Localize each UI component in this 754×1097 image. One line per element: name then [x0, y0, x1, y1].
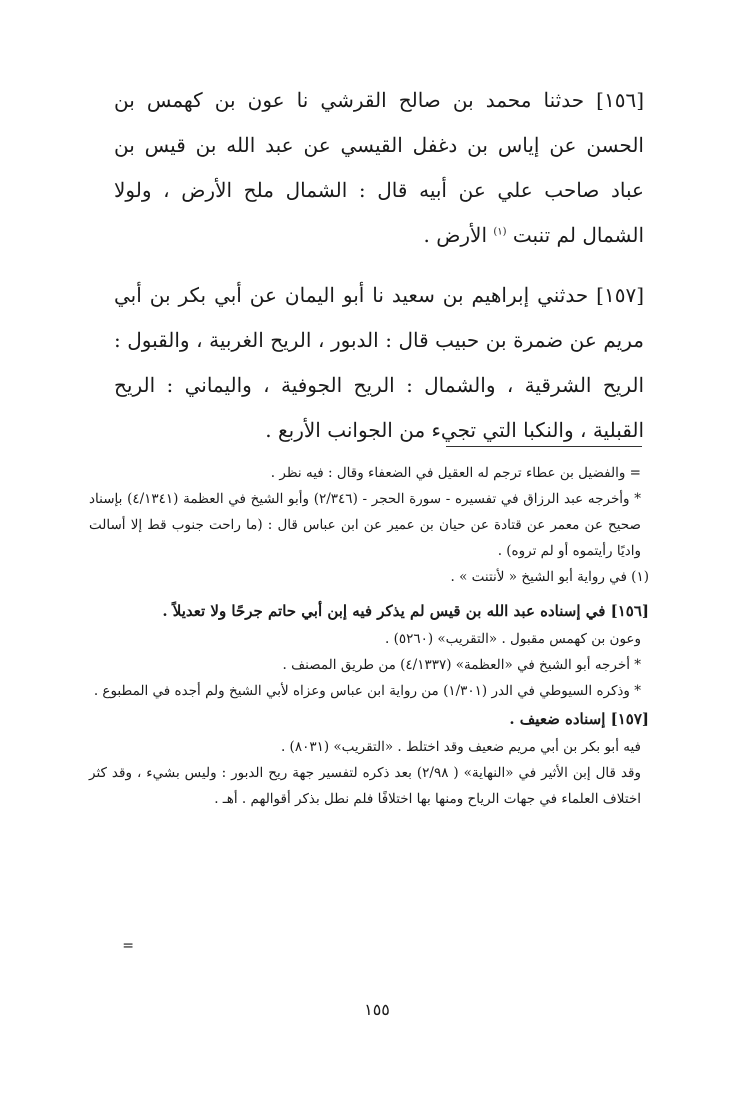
hadith-156-text: [١٥٦] حدثنا محمد بن صالح القرشي نا عون بن كهمس بن الحسن عن إياس بن دغفل القيسي عن عبد الله بن قيس بن عباد صاحب علي عن أبيه قال : الشمال ملح الأرض ، ولولا الشمال لم تنبت: [114, 88, 644, 247]
note-157-heading: [١٥٧] إسناده ضعيف .: [509, 710, 649, 728]
note-157-line: فيه أبو بكر بن أبي مريم ضعيف وقد اختلط . «التقريب» (٨٠٣١) .: [280, 739, 641, 755]
note-156-line: * وذكره السيوطي في الدر (١/٣٠١) من رواية ابن عباس وعزاه لأبي الشيخ ولم أجده في المطبوع .: [93, 683, 641, 699]
note-157-line: وقد قال إبن الأثير في «النهاية» ( ٢/٩٨) بعد ذكره لتفسير جهة ريح الدبور : وليس بشيء ، وقد كثر اختلاف العلماء في جهات الرياح ومنها بها اختلافًا فلم نطل بذكر أقوالهم . أهـ .: [89, 765, 642, 807]
page-number: ١٥٥: [364, 1000, 390, 1019]
note-156-heading: [١٥٦] في إسناده عبد الله بن قيس لم يذكر فيه إبن أبي حاتم جرحًا ولا تعديلاً .: [162, 602, 649, 620]
continuation-mark: =: [122, 938, 134, 954]
hadith-156-text-end: الأرض .: [423, 223, 488, 247]
notes-section: [89, 460, 649, 812]
note-takhrij: * وأخرجه عبد الرزاق في تفسيره - سورة الحجر - (٢/٣٤٦) وأبو الشيخ في العظمة (٤/١٣٤١) بإسناد صحيح عن معمر عن قتادة عن حيان بن عمير عن ابن عباس قال : (ما راحت جنوب قط إلا أسالت واديًا رأيتموه أو لم تروه) .: [89, 491, 641, 559]
hadith-156: [114, 78, 644, 258]
note-156-line: * أخرجه أبو الشيخ في «العظمة» (٤/١٣٣٧) من طريق المصنف .: [282, 657, 641, 673]
main-text: [114, 78, 644, 468]
note-156-line: وعون بن كهمس مقبول . «التقريب» (٥٢٦٠) .: [384, 631, 641, 647]
footnote-1: (١) في رواية أبو الشيخ « لأنتنت » .: [450, 569, 649, 585]
hadith-157: [١٥٧] حدثني إبراهيم بن سعيد نا أبو اليمان عن أبي بكر بن أبي مريم عن ضمرة بن حبيب قال : الدبور ، الريح الغربية ، والقبول : الريح الشرقية ، والشمال : الريح الجوفية ، واليماني : الريح القبلية ، والنكبا التي تجيء من الجوانب الأربع .: [114, 283, 644, 442]
footnote-separator: [446, 446, 642, 447]
note-continuation: = والفضيل بن عطاء ترجم له العقيل في الضعفاء وقال : فيه نظر .: [270, 465, 641, 481]
footnote-reference: (١): [493, 226, 507, 238]
